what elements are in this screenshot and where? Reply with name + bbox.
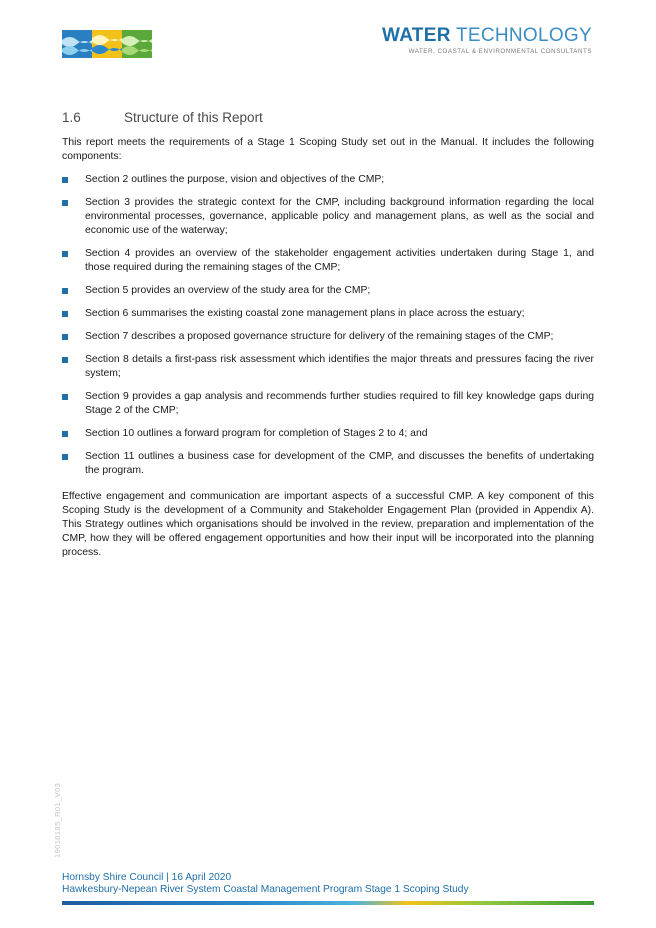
footer-client-date: Hornsby Shire Council | 16 April 2020 <box>62 872 232 883</box>
brand-tagline: WATER, COASTAL & ENVIRONMENTAL CONSULTANTS <box>408 48 592 55</box>
bullet-square-icon <box>62 394 68 400</box>
list-item <box>62 247 594 275</box>
footer-report-title: Hawkesbury-Nepean River System Coastal Management Program Stage 1 Scoping Study <box>62 884 469 895</box>
bullet-square-icon <box>62 177 68 183</box>
brand-title-light: TECHNOLOGY <box>455 25 592 46</box>
list-item <box>62 307 594 321</box>
brand-block <box>382 26 592 55</box>
report-body <box>62 110 594 560</box>
bullet-square-icon <box>62 288 68 294</box>
bullet-square-icon <box>62 200 68 206</box>
list-item-text: Section 7 describes a proposed governance structure for delivery of the remaining stages of the CMP; <box>85 331 554 342</box>
section-number: 1.6 <box>62 110 81 125</box>
list-item <box>62 427 594 441</box>
list-item <box>62 450 594 478</box>
water-technology-logo-icon <box>62 30 152 58</box>
list-item <box>62 330 594 344</box>
list-item-text: Section 8 details a first-pass risk assessment which identifies the major threats and pressures facing the river system; <box>85 354 594 379</box>
brand-title-bold: WATER <box>382 25 451 46</box>
bullet-square-icon <box>62 357 68 363</box>
document-code: 19010185_R01_V03 <box>53 782 62 858</box>
list-item-text: Section 11 outlines a business case for development of the CMP, and discusses the benefits of undertaking the program. <box>85 451 594 476</box>
list-item-text: Section 3 provides the strategic context for the CMP, including background information regarding the local environmental processes, governance, applicable policy and management plans, as well as the social and economic use of the waterway; <box>85 197 594 236</box>
list-item-text: Section 4 provides an overview of the stakeholder engagement activities undertaken during Stage 1, and those required during the remaining stages of the CMP; <box>85 248 594 273</box>
list-item <box>62 173 594 187</box>
list-item-text: Section 10 outlines a forward program for completion of Stages 2 to 4; and <box>85 428 428 439</box>
page-footer <box>62 872 594 905</box>
list-item-text: Section 2 outlines the purpose, vision and objectives of the CMP; <box>85 174 385 185</box>
list-item <box>62 284 594 298</box>
list-item <box>62 196 594 238</box>
section-heading <box>62 110 594 126</box>
list-item-text: Section 9 provides a gap analysis and recommends further studies required to fill key knowledge gaps during Stage 2 of the CMP; <box>85 391 594 416</box>
bullet-square-icon <box>62 431 68 437</box>
intro-paragraph: This report meets the requirements of a Stage 1 Scoping Study set out in the Manual. It includes the following components: <box>62 137 594 162</box>
list-item <box>62 353 594 381</box>
bullet-square-icon <box>62 454 68 460</box>
list-item <box>62 390 594 418</box>
list-item-text: Section 6 summarises the existing coastal zone management plans in place across the estuary; <box>85 308 525 319</box>
components-list <box>62 173 594 478</box>
closing-paragraph: Effective engagement and communication are important aspects of a successful CMP. A key component of this Scoping Study is the development of a Community and Stakeholder Engagement Plan (provided in Appendix A). This Strategy outlines which organisations should be involved in the review, preparation and implementation of the CMP, how they will be offered engagement opportunities and how their input will be incorporated into the planning process. <box>62 491 594 558</box>
list-item-text: Section 5 provides an overview of the study area for the CMP; <box>85 285 371 296</box>
bullet-square-icon <box>62 334 68 340</box>
section-title: Structure of this Report <box>124 110 263 125</box>
footer-color-bar <box>62 901 594 905</box>
bullet-square-icon <box>62 251 68 257</box>
bullet-square-icon <box>62 311 68 317</box>
brand-title <box>382 26 592 46</box>
